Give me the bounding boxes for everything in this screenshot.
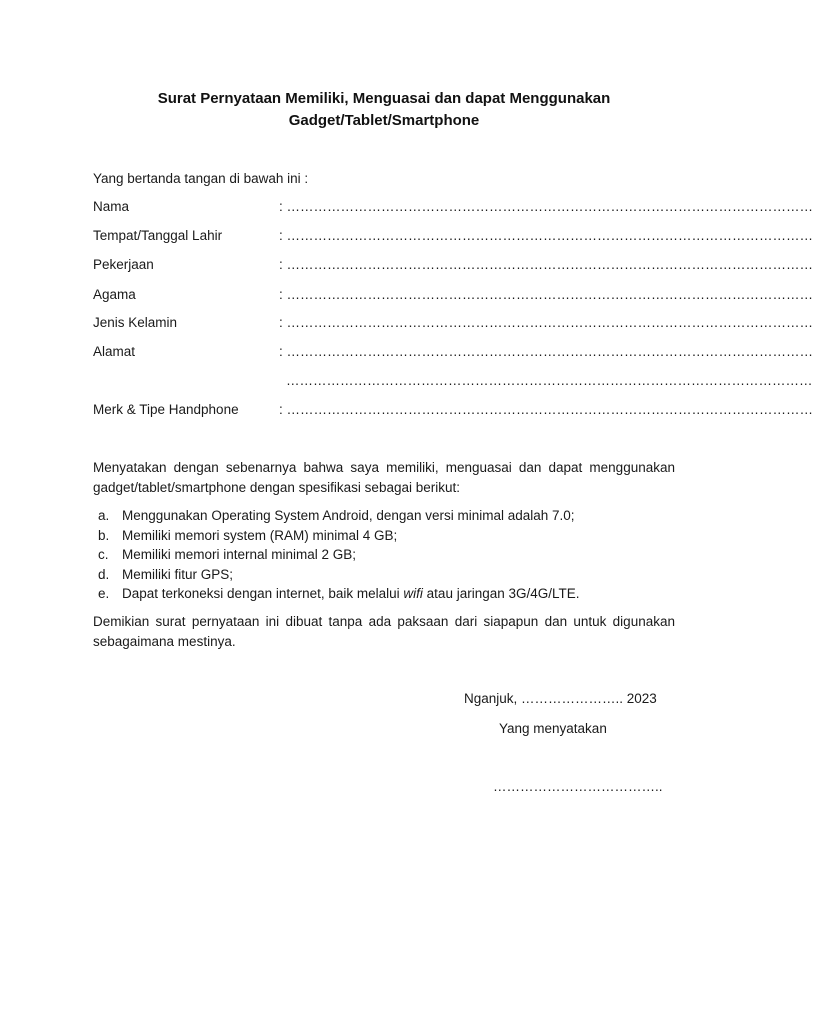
- closing-paragraph: Demikian surat pernyataan ini dibuat tanpa ada paksaan dari siapapun dan untuk digunakan sebagaimana mestinya.: [93, 614, 675, 649]
- statement-paragraph: Menyatakan dengan sebenarnya bahwa saya memiliki, menguasai dan dapat menggunakan gadget/tablet/smartphone dengan spesifikasi sebagai berikut:: [93, 460, 675, 495]
- intro-text: Yang bertanda tangan di bawah ini :: [93, 171, 309, 186]
- field-value-nama: [279, 197, 813, 216]
- list-item-text-italic: wifi: [403, 586, 423, 601]
- field-value-jenis-kelamin: [279, 313, 813, 332]
- field-label-tempat-tanggal-lahir: Tempat/Tanggal Lahir: [93, 228, 223, 243]
- field-value-alamat-cont: [286, 371, 813, 390]
- list-marker: d.: [98, 566, 110, 582]
- list-item-text: Menggunakan Operating System Android, dengan versi minimal adalah 7.0;: [122, 508, 575, 523]
- list-item-text-after: atau jaringan 3G/4G/LTE.: [422, 586, 580, 601]
- field-label-merk-tipe-handphone: Merk & Tipe Handphone: [93, 402, 239, 417]
- signature-place-date: Nganjuk, ………………….. 2023: [464, 691, 657, 706]
- list-marker: a.: [98, 508, 110, 523]
- document-title-line1: Surat Pernyataan Memiliki, Menguasai dan dapat Menggunakan: [157, 90, 611, 107]
- list-marker: e.: [98, 586, 110, 601]
- field-value-alamat: [279, 342, 813, 361]
- list-item: [93, 506, 675, 526]
- list-marker: b.: [98, 527, 110, 543]
- field-label-nama: Nama: [93, 199, 130, 214]
- field-value-tempat-tanggal-lahir: [279, 226, 813, 245]
- list-item-text: Memiliki memori system (RAM) minimal 4 GB;: [122, 527, 398, 543]
- document-title-line2: Gadget/Tablet/Smartphone: [288, 112, 480, 129]
- list-item-text: Memiliki fitur GPS;: [122, 566, 234, 582]
- list-marker: c.: [98, 547, 109, 562]
- list-item: [93, 565, 675, 585]
- list-item-text-before: Dapat terkoneksi dengan internet, baik melalui: [122, 586, 404, 601]
- field-label-jenis-kelamin: Jenis Kelamin: [93, 315, 178, 330]
- spec-list: [93, 506, 675, 604]
- field-dots: : ………………………………………………………………………………………………………: [279, 287, 813, 302]
- signature-name-line: ………………………………..: [493, 779, 663, 794]
- list-item: [93, 584, 675, 604]
- field-label-alamat: Alamat: [93, 344, 136, 359]
- field-dots: : ………………………………………………………………………………………………………: [279, 199, 813, 214]
- list-item: [93, 545, 675, 565]
- field-dots: : ………………………………………………………………………………………………………: [279, 402, 813, 417]
- field-value-agama: [279, 285, 813, 304]
- signature-role: Yang menyatakan: [499, 721, 607, 736]
- field-label-agama: Agama: [93, 287, 136, 302]
- list-item-text: Memiliki memori internal minimal 2 GB;: [122, 547, 357, 562]
- field-value-pekerjaan: [279, 255, 813, 274]
- field-dots: : ………………………………………………………………………………………………………: [279, 344, 813, 359]
- field-dots: : ………………………………………………………………………………………………………: [279, 315, 813, 330]
- field-value-merk-tipe-handphone: [279, 400, 813, 419]
- field-dots: : ………………………………………………………………………………………………………: [279, 257, 813, 272]
- field-label-pekerjaan: Pekerjaan: [93, 257, 154, 272]
- field-dots: : ………………………………………………………………………………………………………: [279, 228, 813, 243]
- field-dots: ………………………………………………………………………………………………………: [286, 373, 813, 388]
- list-item: [93, 526, 675, 546]
